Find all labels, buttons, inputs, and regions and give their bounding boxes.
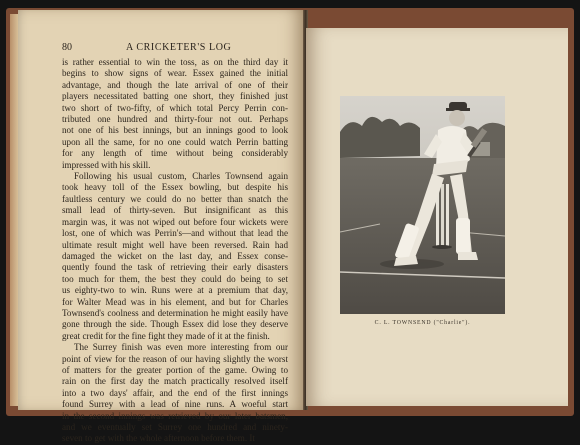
text-line: and we eventually set Surrey one hundred and ninety-	[62, 422, 288, 432]
text-line: quently found the task of retrieving their early disasters	[62, 262, 288, 273]
text-line: upon all the same, for no one could watch Perrin batting	[62, 136, 288, 147]
text-line: gone through the side. Though Essex did lose they deserve	[62, 319, 288, 330]
text-line: point of view for the reason of our having slightly the worst	[62, 353, 288, 364]
text-line: for Walter Mead was in his element, and but for Charles	[62, 296, 288, 307]
text-line: faultless century we could do no better than snatch the	[62, 193, 288, 204]
text-line: advantage, and though the late arrival of one of their	[62, 79, 288, 90]
page-header	[62, 42, 288, 56]
page-number: 80	[62, 42, 72, 53]
body-text	[62, 57, 288, 444]
text-line: too much for them, the best they could do being to set	[62, 273, 288, 284]
text-line: rain on the first day the match practically resolved itself	[62, 376, 288, 387]
text-line: into a two days' affair, and the end of the first innings	[62, 387, 288, 398]
text-line: impressed with his skill.	[62, 159, 151, 170]
portrait-photograph	[340, 96, 505, 314]
text-line: lost, one of which was Perrin's—and without that lead the	[62, 228, 288, 239]
text-line: small lead of thirty-seven. But insignificant as this	[62, 205, 288, 216]
text-line: Townsend's coolness and determination he might easily have	[62, 307, 288, 318]
text-line: great credit for the fine fight they made of it at the finish.	[62, 330, 270, 341]
text-line: for any length of time without being considerably	[62, 148, 288, 159]
photo-caption: C. L. TOWNSEND ("Charlie").	[374, 320, 471, 326]
page-edges	[10, 14, 18, 406]
text-line: of matters for the greater portion of the game. Owing to	[62, 364, 288, 375]
text-line: in the second innings was retrieved by our later batsmen,	[62, 410, 288, 421]
text-line: margin was, it was not wiped out before four wickets were	[62, 216, 288, 227]
text-line: us eighty-two to win. Runs were at a premium that day,	[62, 285, 288, 296]
running-head: A CRICKETER'S LOG	[126, 42, 232, 53]
text-line: ultimate result might well have been reversed. Rain had	[62, 239, 288, 250]
text-line: is rather essential to win the toss, as on the third day it	[62, 57, 288, 67]
text-line: found Surrey with a lead of nine runs. A woeful start	[62, 399, 288, 410]
text-line: begins to show signs of wear. Essex gained the initial	[62, 68, 288, 79]
text-line: not one of his best innings, but an innings good to look	[62, 125, 288, 136]
text-line: The Surrey finish was even more interesting from our	[74, 342, 288, 353]
text-line: damaged the wicket on the last day, and Essex conse-	[62, 250, 288, 261]
text-line: two short of two-fifty, of which total Percy Perrin con-	[62, 102, 288, 113]
text-line: Following his usual custom, Charles Townsend again	[74, 171, 288, 182]
cricketer-photo-illustration	[340, 96, 505, 314]
text-line: tributed one hundred and thirty-four not out. Perhaps	[62, 114, 288, 125]
text-line: players necessitated batting one short, they finished just	[62, 91, 288, 102]
text-line: seven to get with the whole afternoon before them. It	[62, 433, 255, 444]
text-line: took heavy toll of the Essex bowling, but despite his	[62, 182, 288, 193]
